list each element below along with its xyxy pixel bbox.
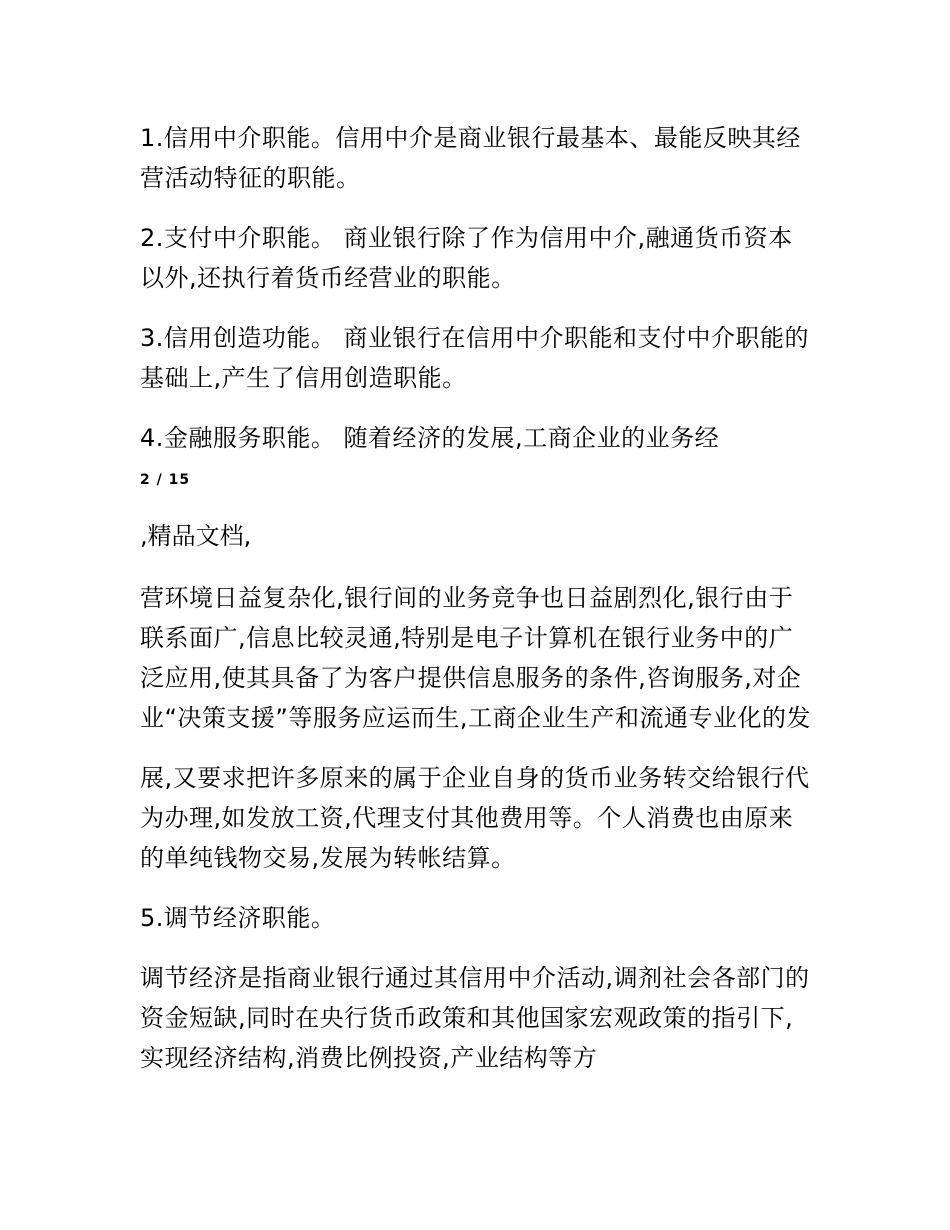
paragraph-economic-regulation-heading: 5.调节经济职能。: [140, 904, 336, 932]
paragraph-credit-creation: 3.信用创造功能。 商业银行在信用中介职能和支付中介职能的基础上,产生了信用创造职能。: [140, 324, 810, 392]
paragraph-payment-intermediary: 2.支付中介职能。 商业银行除了作为信用中介,融通货币资本以外,还执行着货币经营业的职能。: [140, 224, 793, 292]
paragraph-financial-services-cont: 营环境日益复杂化,银行间的业务竞争也日益剧烈化,银行由于联系面广,信息比较灵通,特别是电子计算机在银行业务中的广泛应用,使其具备了为客户提供信息服务的条件,咨询服务,对企业“决策支援”等服务应运而生,工商企业生产和流通专业化的发: [140, 584, 811, 732]
page-number: 2 / 15: [140, 472, 191, 488]
paragraph-outsourced-services: 展,又要求把许多原来的属于企业自身的货币业务转交给银行代为办理,如发放工资,代理支付其他费用等。个人消费也由原来的单纯钱物交易,发展为转帐结算。: [140, 764, 810, 872]
paragraph-credit-intermediary: 1.信用中介职能。信用中介是商业银行最基本、最能反映其经营活动特征的职能。: [140, 124, 801, 192]
document-page: [140, 118, 812, 1098]
header-note: ,精品文档,: [140, 522, 252, 550]
paragraph-financial-services-start: 4.金融服务职能。 随着经济的发展,工商企业的业务经: [140, 424, 720, 452]
paragraph-economic-regulation: 调节经济是指商业银行通过其信用中介活动,调剂社会各部门的资金短缺,同时在央行货币政策和其他国家宏观政策的指引下,实现经济结构,消费比例投资,产业结构等方: [140, 964, 810, 1072]
